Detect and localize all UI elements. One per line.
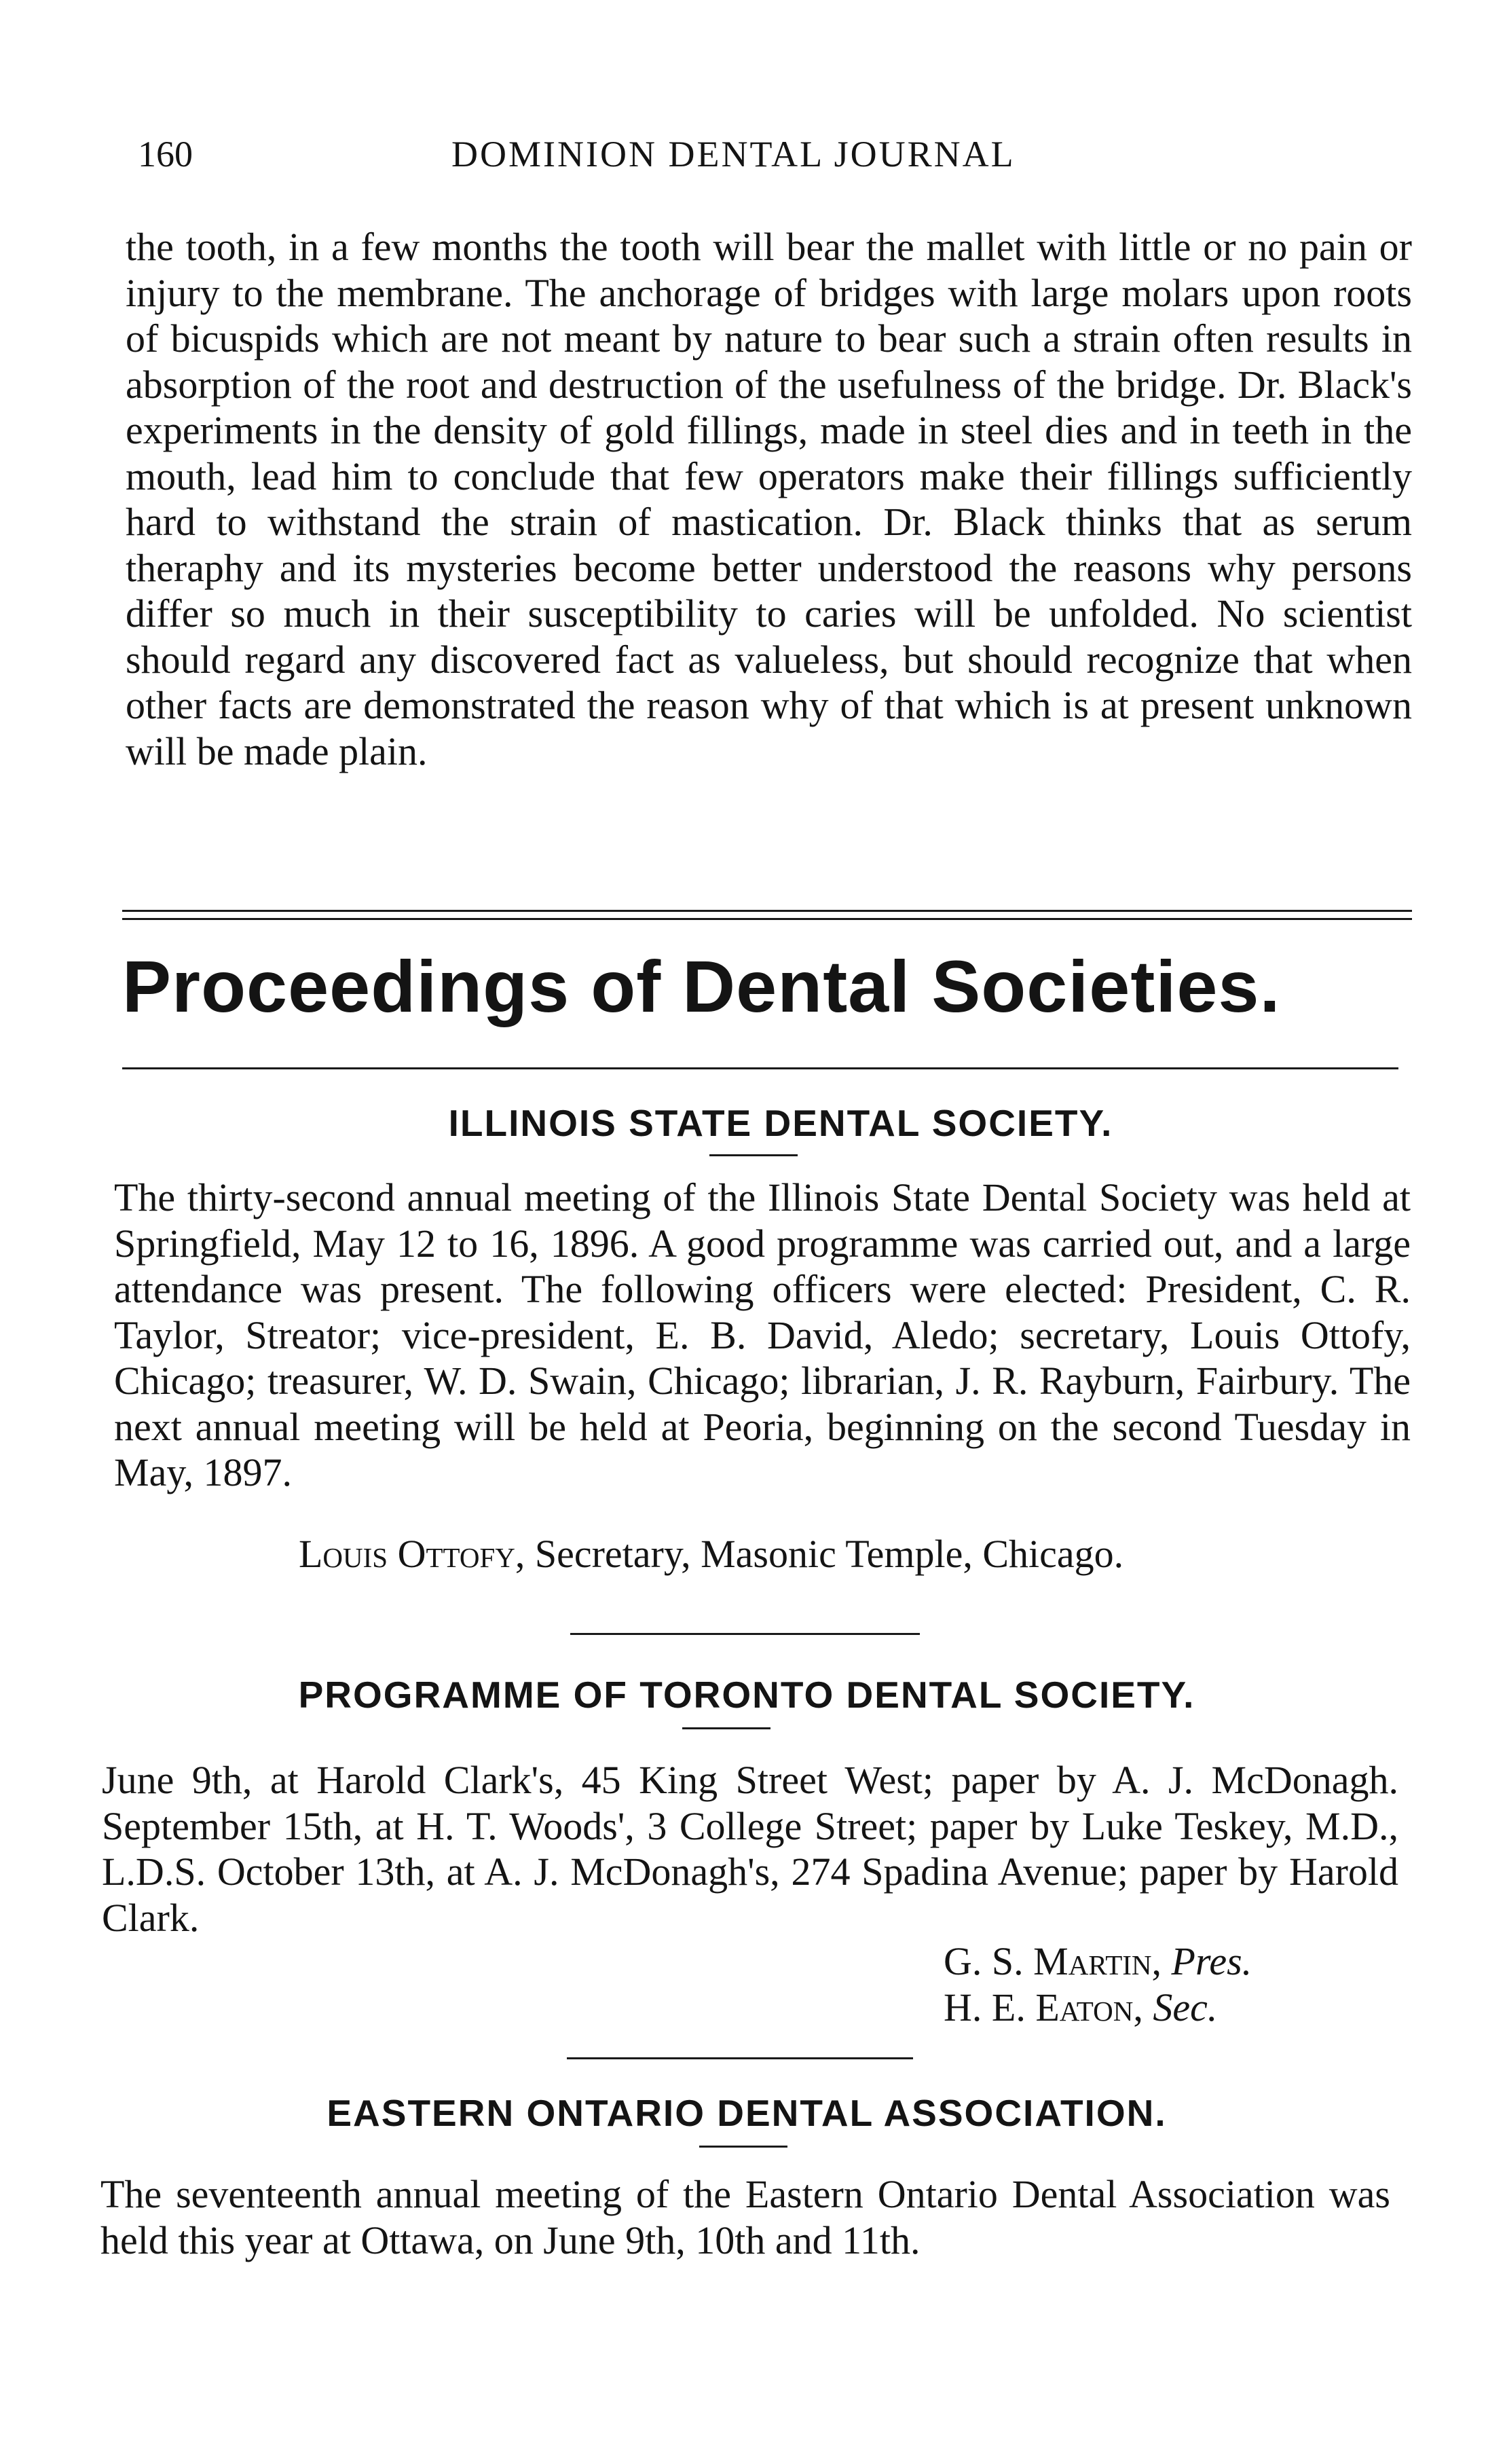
illinois-body: The thirty-second annual meeting of the Illinois State Dental Society was held at Springfield, May 12 to 16, 1896. A good programme was carried out, and a large attendance was present. The following officers were elected: President, C. R. Taylor, Streator; vice-president, E. B. David, Aledo; secretary, Louis Ottofy, Chicago; treasurer, W. D. Swain, Chicago; librarian, J. R. Rayburn, Fairbury. The next annual meeting will be held at Peoria, beginning on the second Tuesday in May, 1897.	[114, 1175, 1411, 1494]
illinois-signature-name: Louis Ottofy,	[299, 1532, 525, 1576]
toronto-heading: PROGRAMME OF TORONTO DENTAL SOCIETY.	[298, 1674, 1195, 1716]
illinois-signature-rest: Secretary, Masonic Temple, Chicago.	[534, 1532, 1124, 1576]
toronto-heading-dash	[682, 1727, 770, 1729]
page-number: 160	[138, 134, 193, 174]
illinois-heading: ILLINOIS STATE DENTAL SOCIETY.	[448, 1102, 1113, 1144]
running-head	[126, 133, 1415, 181]
section-double-rule-top	[122, 910, 1412, 912]
eastern-heading: EASTERN ONTARIO DENTAL ASSOCIATION.	[327, 2092, 1167, 2134]
toronto-president-title: Pres.	[1171, 1939, 1252, 1983]
toronto-secretary-signature	[944, 1985, 1217, 2030]
toronto-secretary-name: H. E. Eaton,	[944, 1985, 1143, 2029]
journal-title: DOMINION DENTAL JOURNAL	[451, 134, 1016, 174]
illinois-separator	[570, 1633, 920, 1635]
toronto-separator	[567, 2057, 913, 2059]
eastern-heading-dash	[699, 2146, 787, 2148]
illinois-heading-dash	[709, 1154, 798, 1156]
intro-paragraph: the tooth, in a few months the tooth will bear the mallet with little or no pain or injury to the membrane. The anchorage of bridges with large molars upon roots of bicuspids which are not meant by nature to bear such a strain often results in absorption of the root and destruction of the usefulness of the bridge. Dr. Black's experiments in the density of gold fillings, made in steel dies and in teeth in the mouth, lead him to conclude that few operators make their fillings sufficiently hard to withstand the strain of mastication. Dr. Black thinks that as serum theraphy and its mysteries become better understood the reasons why persons differ so much in their susceptibility to caries will be unfolded. No scientist should regard any discovered fact as valueless, but should recognize that when other facts are demonstrated the reason why of that which is at present unknown will be made plain.	[126, 225, 1412, 773]
toronto-secretary-title: Sec.	[1153, 1985, 1218, 2029]
section-title-underline	[122, 1067, 1398, 1069]
toronto-president-signature	[944, 1938, 1252, 1984]
eastern-body: The seventeenth annual meeting of the Eastern Ontario Dental Association was held this year at Ottawa, on June 9th, 10th and 11th.	[100, 2172, 1390, 2262]
toronto-president-name: G. S. Martin,	[944, 1939, 1162, 1983]
section-double-rule-bottom	[122, 918, 1412, 920]
illinois-signature	[299, 1531, 1123, 1577]
section-title: Proceedings of Dental Societies.	[122, 945, 1281, 1027]
toronto-body: June 9th, at Harold Clark's, 45 King Street West; paper by A. J. McDonagh. September 15th, at H. T. Woods', 3 College Street; paper by Luke Teskey, M.D., L.D.S. October 13th, at A. J. McDonagh's, 274 Spadina Avenue; paper by Harold Clark.	[102, 1758, 1398, 1940]
